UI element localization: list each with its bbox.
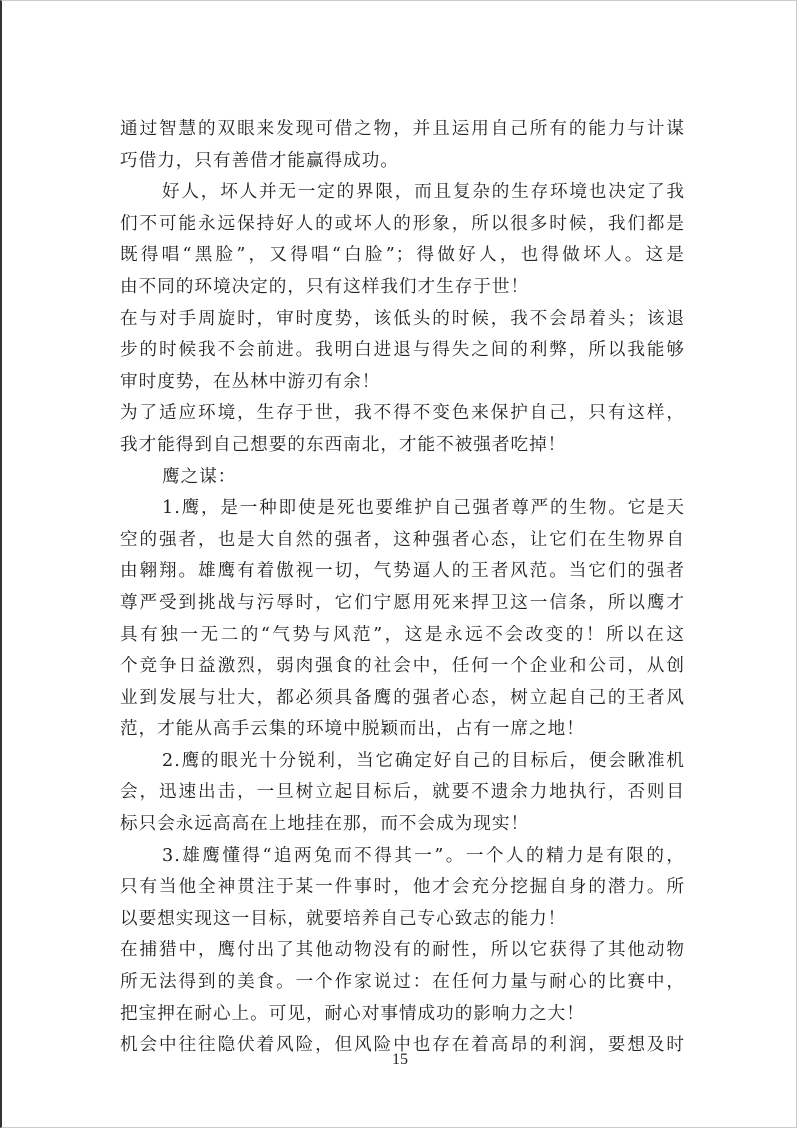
text-line: 通过智慧的双眼来发现可借之物，并且运用自己所有的能力与计谋 xyxy=(120,119,685,139)
text-line: 为了适应环境，生存于世，我不得不变色来保护自己，只有这样， xyxy=(120,403,685,424)
text-line: 们不可能永远保持好人的或坏人的形象，所以很多时候，我们都是 xyxy=(120,213,685,234)
text-line: 3.雄鹰懂得“追两兔而不得其一”。一个人的精力是有限的， xyxy=(162,845,685,866)
text-line: 范，才能从高手云集的环境中脱颖而出，占有一席之地！ xyxy=(120,719,585,740)
text-line: 尊严受到挑战与污辱时，它们宁愿用死来捍卫这一信条，所以鹰才 xyxy=(120,592,685,613)
text-line: 所无法得到的美食。一个作家说过：在任何力量与耐心的比赛中， xyxy=(120,972,685,993)
document-body xyxy=(120,114,685,1062)
text-line: 由不同的环境决定的，只有这样我们才生存于世！ xyxy=(120,276,530,297)
text-line: 我才能得到自己想要的东西南北，才能不被强者吃掉！ xyxy=(120,434,567,455)
text-line: 巧借力，只有善借才能赢得成功。 xyxy=(120,150,399,171)
text-line: 好人，坏人并无一定的界限，而且复杂的生存环境也决定了我 xyxy=(162,182,685,203)
text-line: 在捕猎中，鹰付出了其他动物没有的耐性，所以它获得了其他动物 xyxy=(120,940,685,961)
text-line: 空的强者，也是大自然的强者，这种强者心态，让它们在生物界自 xyxy=(120,529,685,550)
text-line: 以要想实现这一目标，就要培养自己专心致志的能力！ xyxy=(120,908,567,929)
text-line: 审时度势，在丛林中游刃有余！ xyxy=(120,371,381,392)
text-line: 在与对手周旋时，审时度势，该低头的时候，我不会昂着头；该退 xyxy=(120,308,685,329)
text-line: 鹰之谋： xyxy=(162,466,237,487)
text-line: 步的时候我不会前进。我明白进退与得失之间的利弊，所以我能够 xyxy=(120,340,685,361)
page-number: 15 xyxy=(392,1051,408,1068)
text-line: 标只会永远高高在上地挂在那，而不会成为现实！ xyxy=(120,814,530,835)
text-line: 机会中往往隐伏着风险，但风险中也存在着高昂的利润，要想及时 xyxy=(120,1035,685,1056)
text-line: 只有当他全神贯注于某一件事时，他才会充分挖掘自身的潜力。所 xyxy=(120,877,685,898)
text-line: 2.鹰的眼光十分锐利，当它确定好自己的目标后，便会瞅准机 xyxy=(162,750,685,771)
text-line: 由翱翔。雄鹰有着傲视一切，气势逼人的王者风范。当它们的强者 xyxy=(120,561,685,582)
text-line: 会，迅速出击，一旦树立起目标后，就要不遗余力地执行，否则目 xyxy=(120,782,685,803)
text-line: 个竞争日益激烈，弱肉强食的社会中，任何一个企业和公司，从创 xyxy=(120,656,685,677)
text-line: 把宝押在耐心上。可见，耐心对事情成功的影响力之大！ xyxy=(120,1003,585,1024)
text-line: 1.鹰，是一种即使是死也要维护自己强者尊严的生物。它是天 xyxy=(162,498,685,519)
text-line: 具有独一无二的“气势与风范”，这是永远不会改变的！所以在这 xyxy=(120,624,685,645)
text-line: 既得唱“黑脸”，又得唱“白脸”；得做好人，也得做坏人。这是 xyxy=(120,245,685,266)
text-line: 业到发展与壮大，都必须具备鹰的强者心态，树立起自己的王者风 xyxy=(120,687,685,708)
